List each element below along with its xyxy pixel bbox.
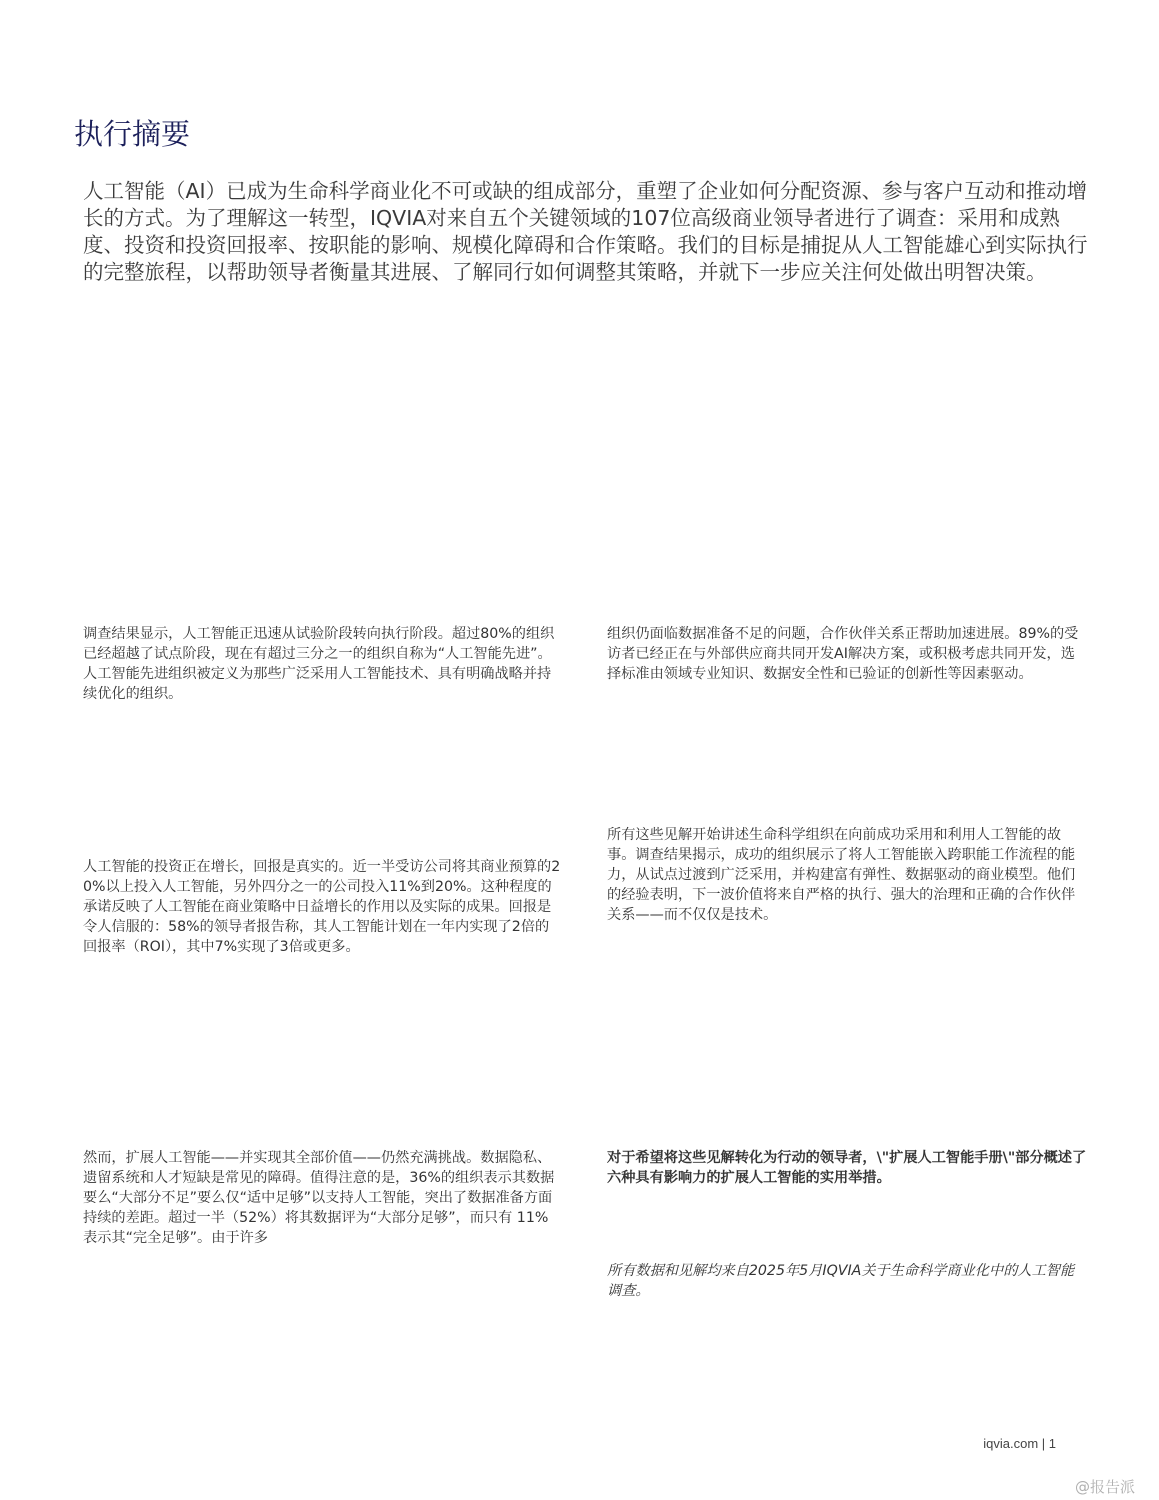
- paragraph-investment: 人工智能的投资正在增长，回报是真实的。近一半受访公司将其商业预算的20%以上投入人工智能，另外四分之一的公司投入11%到20%。这种程度的承诺反映了人工智能在商业策略中日益增长的作用以及实际的成果。回报是令人信服的：58%的领导者报告称，其人工智能计划在一年内实现了2倍的回报率（ROI），其中7%实现了3倍或更多。: [83, 859, 561, 955]
- paragraph-adoption: 调查结果显示，人工智能正迅速从试验阶段转向执行阶段。超过80%的组织已经超越了试点阶段，现在有超过三分之一的组织自称为“人工智能先进”。人工智能先进组织被定义为那些广泛采用人工智能技术、具有明确战略并持续优化的组织。: [83, 626, 555, 702]
- paragraph-scaling: 然而，扩展人工智能——并实现其全部价值——仍然充满挑战。数据隐私、遗留系统和人才短缺是常见的障碍。值得注意的是，36%的组织表示其数据要么“大部分不足”要么仅“适中足够”以支持人工智能，突出了数据准备方面持续的差距。超过一半（52%）将其数据评为“大部分足够”，而只有 11% 表示其“完全足够”。由于许多: [83, 1150, 555, 1246]
- page-title: 执行摘要: [74, 117, 191, 151]
- paragraph-playbook-callout: 对于希望将这些见解转化为行动的领导者，\"扩展人工智能手册\"部分概述了六种具有影响力的扩展人工智能的实用举措。: [607, 1150, 1087, 1186]
- paragraph-insights: 所有这些见解开始讲述生命科学组织在向前成功采用和利用人工智能的故事。调查结果揭示，成功的组织展示了将人工智能嵌入跨职能工作流程的能力，从试点过渡到广泛采用，并构建富有弹性、数据驱动的商业模型。他们的经验表明，下一波价值将来自严格的执行、强大的治理和正确的合作伙伴关系——而不仅仅是技术。: [607, 827, 1076, 923]
- watermark: @报告派: [1075, 1478, 1136, 1496]
- paragraph-source-note: 所有数据和见解均来自2025年5月IQVIA关于生命科学商业化中的人工智能调查。: [607, 1263, 1075, 1299]
- paragraph-partnerships: 组织仍面临数据准备不足的问题，合作伙伴关系正帮助加速进展。89%的受访者已经正在与外部供应商共同开发AI解决方案，或积极考虑共同开发，选择标准由领域专业知识、数据安全性和已验证的创新性等因素驱动。: [607, 626, 1079, 682]
- intro-paragraph: 人工智能（AI）已成为生命科学商业化不可或缺的组成部分，重塑了企业如何分配资源、参与客户互动和推动增长的方式。为了理解这一转型，IQVIA对来自五个关键领域的107位高级商业领导者进行了调查：采用和成熟度、投资和投资回报率、按职能的影响、规模化障碍和合作策略。我们的目标是捕捉从人工智能雄心到实际执行的完整旅程，以帮助领导者衡量其进展、了解同行如何调整其策略，并就下一步应关注何处做出明智决策。: [83, 179, 1088, 284]
- footer-page-reference: iqvia.com | 1: [983, 1436, 1056, 1451]
